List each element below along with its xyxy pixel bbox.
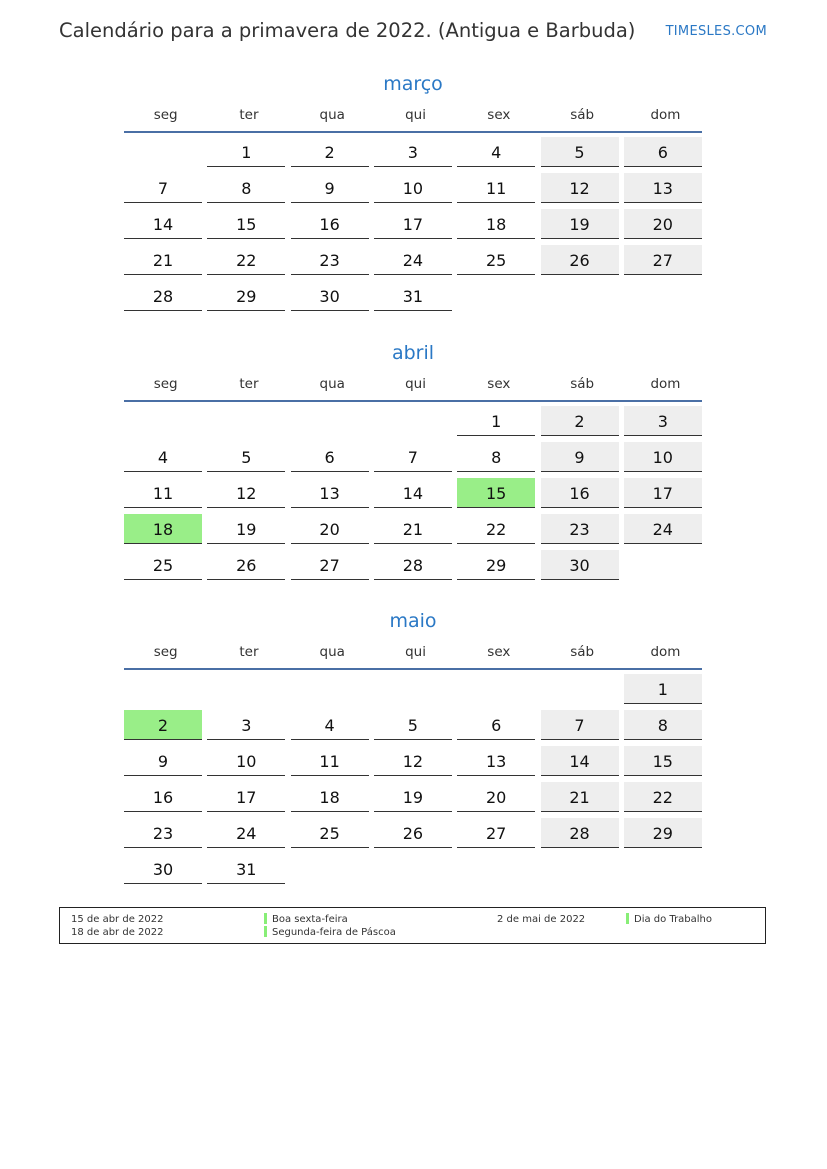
day-cell: 27 bbox=[624, 245, 702, 275]
weekday-label: seg bbox=[153, 107, 178, 123]
day-cell: 25 bbox=[291, 818, 369, 848]
day-cell: 20 bbox=[291, 514, 369, 544]
day-cell: 15 bbox=[207, 209, 285, 239]
legend-date: 18 de abr de 2022 bbox=[71, 927, 164, 938]
day-cell: 24 bbox=[207, 818, 285, 848]
day-cell: 16 bbox=[124, 782, 202, 812]
day-cell: 8 bbox=[207, 173, 285, 203]
day-grid bbox=[124, 674, 702, 890]
day-cell: 26 bbox=[374, 818, 452, 848]
day-cell: 5 bbox=[541, 137, 619, 167]
day-cell: 19 bbox=[374, 782, 452, 812]
day-cell: 8 bbox=[624, 710, 702, 740]
day-cell: 14 bbox=[124, 209, 202, 239]
month-name: março bbox=[383, 73, 443, 95]
day-cell: 9 bbox=[541, 442, 619, 472]
weekday-label: qua bbox=[319, 644, 345, 660]
day-cell: 13 bbox=[457, 746, 535, 776]
day-cell: 3 bbox=[624, 406, 702, 436]
day-cell: 4 bbox=[124, 442, 202, 472]
month-april bbox=[124, 339, 702, 586]
weekday-header bbox=[124, 643, 702, 670]
day-cell: 23 bbox=[291, 245, 369, 275]
weekday-label: sáb bbox=[570, 376, 595, 392]
day-cell: 7 bbox=[541, 710, 619, 740]
weekday-label: qui bbox=[405, 107, 426, 123]
weekday-label: sáb bbox=[570, 644, 595, 660]
day-cell: 28 bbox=[374, 550, 452, 580]
day-cell: 7 bbox=[374, 442, 452, 472]
day-cell: 1 bbox=[457, 406, 535, 436]
weekday-label: ter bbox=[239, 107, 259, 123]
legend-name: Boa sexta-feira bbox=[272, 914, 348, 925]
day-cell: 20 bbox=[624, 209, 702, 239]
weekday-label: ter bbox=[239, 644, 259, 660]
day-cell: 21 bbox=[541, 782, 619, 812]
holiday-day-cell: 15 bbox=[457, 478, 535, 508]
day-cell: 30 bbox=[291, 281, 369, 311]
holiday-marker-icon bbox=[626, 913, 629, 924]
day-cell: 16 bbox=[541, 478, 619, 508]
day-cell: 4 bbox=[457, 137, 535, 167]
day-grid bbox=[124, 406, 702, 586]
day-cell: 11 bbox=[124, 478, 202, 508]
weekday-label: qua bbox=[319, 107, 345, 123]
weekday-label: sex bbox=[487, 644, 511, 660]
day-cell: 26 bbox=[207, 550, 285, 580]
day-cell: 20 bbox=[457, 782, 535, 812]
holiday-marker-icon bbox=[264, 926, 267, 937]
weekday-label: seg bbox=[153, 376, 178, 392]
legend-date: 2 de mai de 2022 bbox=[497, 914, 586, 925]
day-cell: 29 bbox=[207, 281, 285, 311]
day-cell: 3 bbox=[374, 137, 452, 167]
day-cell: 30 bbox=[124, 854, 202, 884]
weekday-label: sáb bbox=[570, 107, 595, 123]
day-cell: 31 bbox=[207, 854, 285, 884]
legend-date: 15 de abr de 2022 bbox=[71, 914, 164, 925]
day-cell: 29 bbox=[457, 550, 535, 580]
day-cell: 2 bbox=[541, 406, 619, 436]
day-cell: 24 bbox=[374, 245, 452, 275]
day-cell: 6 bbox=[624, 137, 702, 167]
day-cell: 4 bbox=[291, 710, 369, 740]
day-cell: 23 bbox=[124, 818, 202, 848]
day-cell: 8 bbox=[457, 442, 535, 472]
weekday-label: dom bbox=[650, 376, 681, 392]
day-cell: 12 bbox=[374, 746, 452, 776]
day-cell: 26 bbox=[541, 245, 619, 275]
day-cell: 25 bbox=[124, 550, 202, 580]
day-cell: 12 bbox=[541, 173, 619, 203]
day-cell: 30 bbox=[541, 550, 619, 580]
day-cell: 14 bbox=[374, 478, 452, 508]
day-cell: 25 bbox=[457, 245, 535, 275]
legend-holiday-name bbox=[626, 913, 712, 926]
weekday-label: ter bbox=[239, 376, 259, 392]
weekday-label: seg bbox=[153, 644, 178, 660]
day-cell: 17 bbox=[374, 209, 452, 239]
holiday-day-cell: 18 bbox=[124, 514, 202, 544]
weekday-label: sex bbox=[487, 107, 511, 123]
legend-holiday-name bbox=[264, 926, 396, 939]
day-cell: 11 bbox=[457, 173, 535, 203]
day-cell: 6 bbox=[291, 442, 369, 472]
holiday-day-cell: 2 bbox=[124, 710, 202, 740]
month-name: abril bbox=[391, 342, 435, 364]
weekday-label: dom bbox=[650, 644, 681, 660]
day-cell: 17 bbox=[624, 478, 702, 508]
day-cell: 28 bbox=[124, 281, 202, 311]
day-cell: 27 bbox=[291, 550, 369, 580]
day-cell: 21 bbox=[374, 514, 452, 544]
day-cell: 27 bbox=[457, 818, 535, 848]
weekday-header bbox=[124, 375, 702, 402]
day-cell: 11 bbox=[291, 746, 369, 776]
day-cell: 1 bbox=[624, 674, 702, 704]
day-cell: 2 bbox=[291, 137, 369, 167]
day-cell: 9 bbox=[291, 173, 369, 203]
day-cell: 18 bbox=[291, 782, 369, 812]
day-cell: 7 bbox=[124, 173, 202, 203]
weekday-label: qui bbox=[405, 644, 426, 660]
day-cell: 12 bbox=[207, 478, 285, 508]
day-cell: 29 bbox=[624, 818, 702, 848]
day-cell: 1 bbox=[207, 137, 285, 167]
month-may bbox=[124, 607, 702, 890]
day-cell: 5 bbox=[374, 710, 452, 740]
day-cell: 6 bbox=[457, 710, 535, 740]
day-cell: 19 bbox=[207, 514, 285, 544]
day-cell: 15 bbox=[624, 746, 702, 776]
page-title: Calendário para a primavera de 2022. (Antigua e Barbuda) bbox=[59, 19, 636, 42]
brand-link[interactable]: TIMESLES.COM bbox=[665, 24, 767, 39]
legend-name: Dia do Trabalho bbox=[634, 914, 713, 925]
legend-holiday-name bbox=[264, 913, 348, 926]
weekday-label: sex bbox=[487, 376, 511, 392]
day-cell: 22 bbox=[457, 514, 535, 544]
month-name: maio bbox=[389, 610, 437, 632]
day-cell: 17 bbox=[207, 782, 285, 812]
weekday-label: qua bbox=[319, 376, 345, 392]
day-cell: 9 bbox=[124, 746, 202, 776]
weekday-header bbox=[124, 106, 702, 133]
day-cell: 24 bbox=[624, 514, 702, 544]
weekday-label: dom bbox=[650, 107, 681, 123]
day-cell: 13 bbox=[291, 478, 369, 508]
day-cell: 18 bbox=[457, 209, 535, 239]
day-cell: 16 bbox=[291, 209, 369, 239]
day-cell: 10 bbox=[374, 173, 452, 203]
holiday-marker-icon bbox=[264, 913, 267, 924]
month-march bbox=[124, 70, 702, 317]
day-cell: 10 bbox=[207, 746, 285, 776]
day-cell: 19 bbox=[541, 209, 619, 239]
day-cell: 23 bbox=[541, 514, 619, 544]
day-cell: 22 bbox=[624, 782, 702, 812]
legend-name: Segunda-feira de Páscoa bbox=[272, 927, 396, 938]
day-cell: 10 bbox=[624, 442, 702, 472]
day-cell: 31 bbox=[374, 281, 452, 311]
day-cell: 21 bbox=[124, 245, 202, 275]
day-grid bbox=[124, 137, 702, 317]
day-cell: 14 bbox=[541, 746, 619, 776]
day-cell: 28 bbox=[541, 818, 619, 848]
day-cell: 22 bbox=[207, 245, 285, 275]
weekday-label: qui bbox=[405, 376, 426, 392]
day-cell: 13 bbox=[624, 173, 702, 203]
day-cell: 3 bbox=[207, 710, 285, 740]
holiday-legend bbox=[59, 907, 766, 944]
day-cell: 5 bbox=[207, 442, 285, 472]
